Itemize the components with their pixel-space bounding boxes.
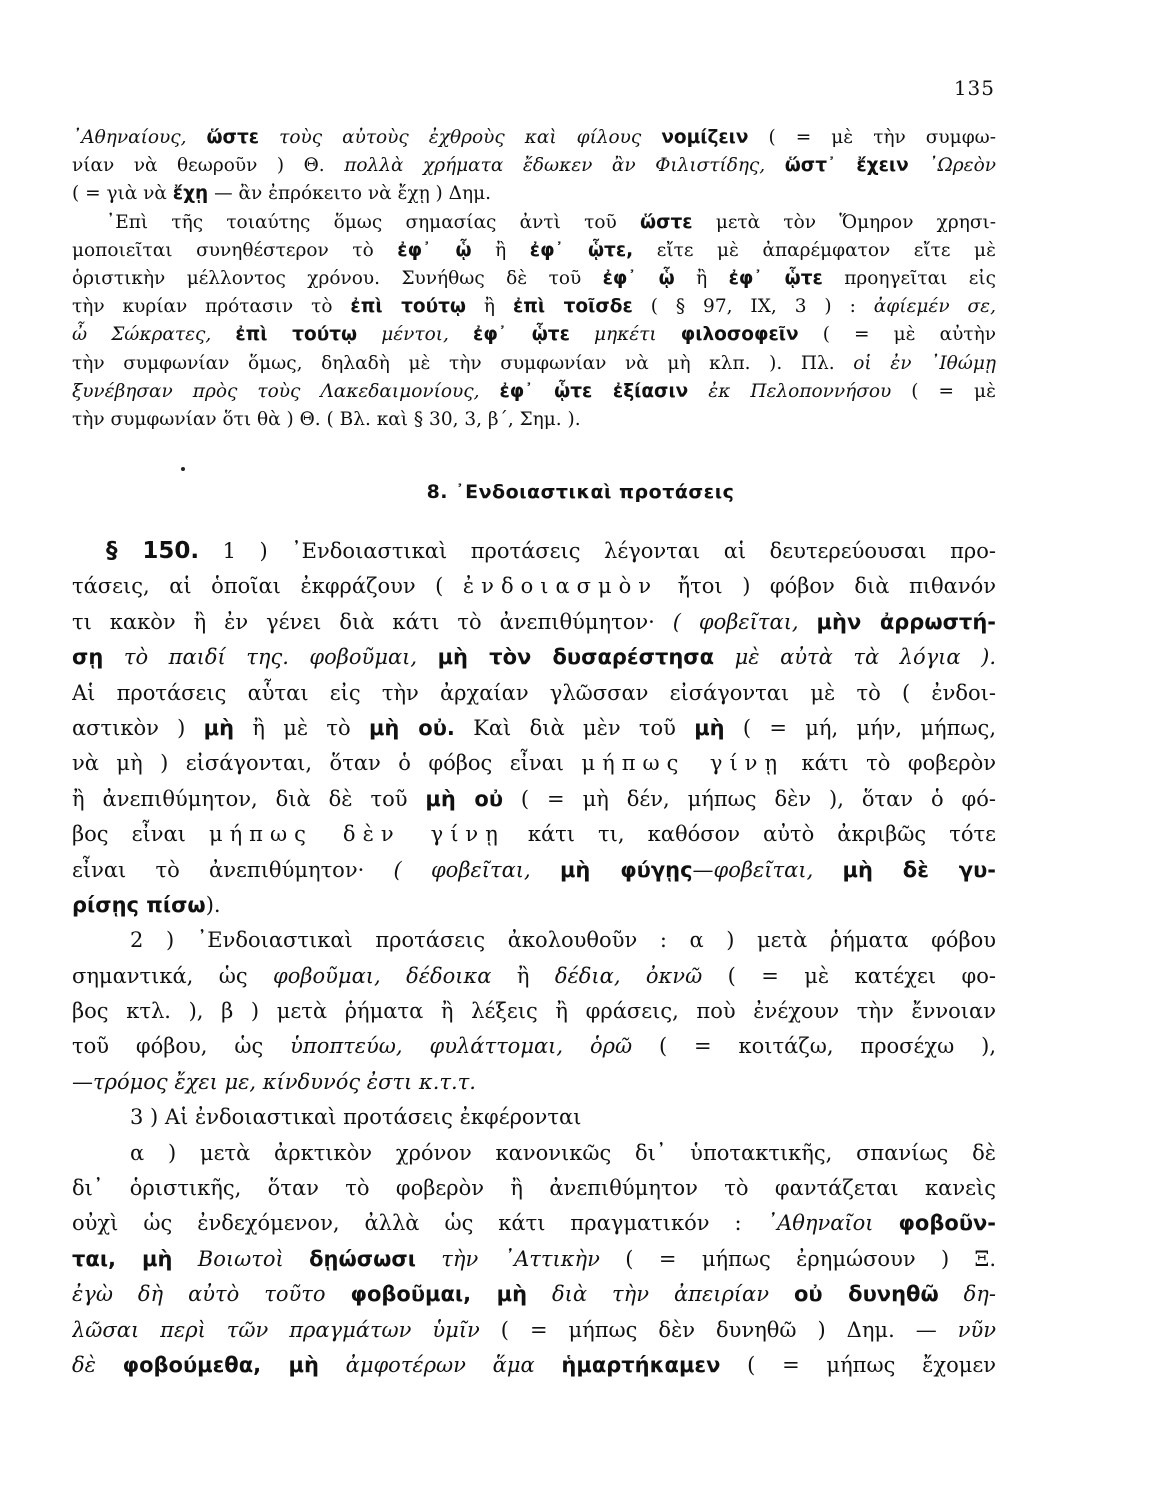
text-line: ὦ Σώκρατες, ἐπὶ τούτῳ μέντοι, ἐφ᾿ ᾧτε μηκέτι φιλοσοφεῖν ( = μὲ αὐτὴν bbox=[72, 324, 996, 346]
text-line: σῃ τὸ παιδί της. φοβοῦμαι, μὴ τὸν δυσαρέστησα μὲ αὐτὰ τὰ λόγια ). bbox=[72, 645, 996, 670]
continued-text-block bbox=[72, 124, 996, 434]
text-line: αστικὸν ) μὴ ἢ μὲ τὸ μὴ οὐ. Καὶ διὰ μὲν τοῦ μὴ ( = μή, μήν, μήπως, bbox=[72, 715, 996, 740]
text-line: νίαν νὰ θεωροῦν ) Θ. πολλὰ χρήματα ἔδωκεν ἂν Φιλιστίδης, ὥστ᾿ ἔχειν ᾿Ωρεὸν bbox=[72, 155, 996, 177]
text-line: ἐγὼ δὴ αὐτὸ τοῦτο φοβοῦμαι, μὴ διὰ τὴν ἀπειρίαν οὐ δυνηθῶ δη- bbox=[72, 1282, 996, 1307]
text-line: § 150. 1 ) ᾿Ενδοιαστικαὶ προτάσεις λέγονται αἱ δευτερεύουσαι προ- bbox=[106, 538, 996, 564]
scan-speck bbox=[181, 467, 185, 471]
text-line: εἶναι τὸ ἀνεπιθύμητον· ( φοβεῖται, μὴ φύγῃς—φοβεῖται, μὴ δὲ γυ- bbox=[72, 857, 996, 882]
text-line: δὲ φοβούμεθα, μὴ ἀμφοτέρων ἅμα ἡμαρτήκαμεν ( = μήπως ἔχομεν bbox=[72, 1352, 996, 1377]
text-line: 2 ) ᾿Ενδοιαστικαὶ προτάσεις ἀκολουθοῦν : α ) μετὰ ῥήματα φόβου bbox=[130, 928, 996, 953]
text-line: ρίσῃς πίσω). bbox=[72, 892, 221, 917]
text-line: ᾿Επὶ τῆς τοιαύτης ὅμως σημασίας ἀντὶ τοῦ ὥστε μετὰ τὸν Ὅμηρον χρησι- bbox=[106, 211, 996, 233]
text-line: σημαντικά, ὡς φοβοῦμαι, δέδοικα ἢ δέδια, ὀκνῶ ( = μὲ κατέχει φο- bbox=[72, 963, 996, 988]
text-line: ἢ ἀνεπιθύμητον, διὰ δὲ τοῦ μὴ οὐ ( = μὴ δέν, μήπως δὲν ), ὅταν ὁ φό- bbox=[72, 786, 996, 811]
text-line: —τρόμος ἔχει με, κίνδυνός ἐστι κ.τ.τ. bbox=[72, 1069, 476, 1094]
page-number: 135 bbox=[953, 76, 995, 100]
text-line: Αἱ προτάσεις αὗται εἰς τὴν ἀρχαίαν γλῶσσαν εἰσάγονται μὲ τὸ ( ἐνδοι- bbox=[72, 680, 996, 705]
text-line: τάσεις, αἱ ὁποῖαι ἐκφράζουν ( ἐνδοιασμὸν ἤτοι ) φόβον διὰ πιθανόν bbox=[72, 574, 996, 599]
text-line: τὴν κυρίαν πρότασιν τὸ ἐπὶ τούτῳ ἢ ἐπὶ τοῖσδε ( § 97, IX, 3 ) : ἀφίεμέν σε, bbox=[72, 296, 996, 318]
text-line: τὴν συμφωνίαν ὅμως, δηλαδὴ μὲ τὴν συμφωνίαν νὰ μὴ κλπ. ). Πλ. οἱ ἐν ᾿Ιθώμῃ bbox=[72, 352, 996, 374]
text-line: λῶσαι περὶ τῶν πραγμάτων ὑμῖν ( = μήπως δὲν δυνηθῶ ) Δημ. — νῦν bbox=[72, 1317, 996, 1342]
text-line: τὴν συμφωνίαν ὅτι θὰ ) Θ. ( Βλ. καὶ § 30, 3, β΄, Σημ. ). bbox=[72, 408, 581, 430]
section-heading: 8. ᾿Ενδοιαστικαὶ προτάσεις bbox=[426, 481, 735, 503]
text-line: δι᾿ ὁριστικῆς, ὅταν τὸ φοβερὸν ἢ ἀνεπιθύμητον τὸ φαντάζεται κανεὶς bbox=[72, 1176, 996, 1201]
text-line: ( = γιὰ νὰ ἔχῃ — ἂν ἐπρόκειτο νὰ ἔχῃ ) Δημ. bbox=[72, 183, 492, 205]
text-line: α ) μετὰ ἀρκτικὸν χρόνον κανονικῶς δι᾿ ὑποτακτικῆς, σπανίως δὲ bbox=[130, 1140, 996, 1165]
text-line: ὁριστικὴν μέλλοντος χρόνου. Συνήθως δὲ τοῦ ἐφ᾿ ᾧ ἢ ἐφ᾿ ᾧτε προηγεῖται εἰς bbox=[72, 267, 996, 289]
text-line: 3 ) Αἱ ἐνδοιαστικαὶ προτάσεις ἐκφέρονται bbox=[130, 1105, 582, 1130]
paragraph-150 bbox=[72, 534, 996, 1383]
text-line: νὰ μὴ ) εἰσάγονται, ὅταν ὁ φόβος εἶναι μήπως γίνῃ κάτι τὸ φοβερὸν bbox=[72, 751, 996, 776]
text-line: βος κτλ. ), β ) μετὰ ῥήματα ἢ λέξεις ἢ φράσεις, ποὺ ἐνέχουν τὴν ἔννοιαν bbox=[72, 999, 996, 1024]
text-line: μοποιεῖται συνηθέστερον τὸ ἐφ᾿ ᾧ ἢ ἐφ᾿ ᾧτε, εἴτε μὲ ἀπαρέμφατον εἴτε μὲ bbox=[72, 239, 996, 261]
paragraph-number: § 150. bbox=[106, 538, 200, 564]
text-line: οὐχὶ ὡς ἐνδεχόμενον, ἀλλὰ ὡς κάτι πραγματικόν : ᾿Αθηναῖοι φοβοῦν- bbox=[72, 1211, 996, 1236]
text-line: τοῦ φόβου, ὡς ὑποπτεύω, φυλάττομαι, ὁρῶ ( = κοιτάζω, προσέχω ), bbox=[72, 1034, 996, 1059]
text-line: ται, μὴ Βοιωτοὶ δῃώσωσι τὴν ᾿Αττικὴν ( = μήπως ἐρημώσουν ) Ξ. bbox=[72, 1246, 996, 1271]
text-line: ξυνέβησαν πρὸς τοὺς Λακεδαιμονίους, ἐφ᾿ ᾧτε ἐξίασιν ἐκ Πελοποννήσου ( = μὲ bbox=[72, 380, 996, 402]
text-line: βος εἶναι μήπως δὲν γίνῃ κάτι τι, καθόσον αὐτὸ ἀκριβῶς τότε bbox=[72, 822, 996, 847]
text-line: ᾿Αθηναίους, ὥστε τοὺς αὐτοὺς ἐχθροὺς καὶ φίλους νομίζειν ( = μὲ τὴν συμφω- bbox=[72, 127, 996, 148]
text-line: τι κακὸν ἢ ἐν γένει διὰ κάτι τὸ ἀνεπιθύμητον· ( φοβεῖται, μὴν ἀρρωστή- bbox=[72, 609, 996, 634]
